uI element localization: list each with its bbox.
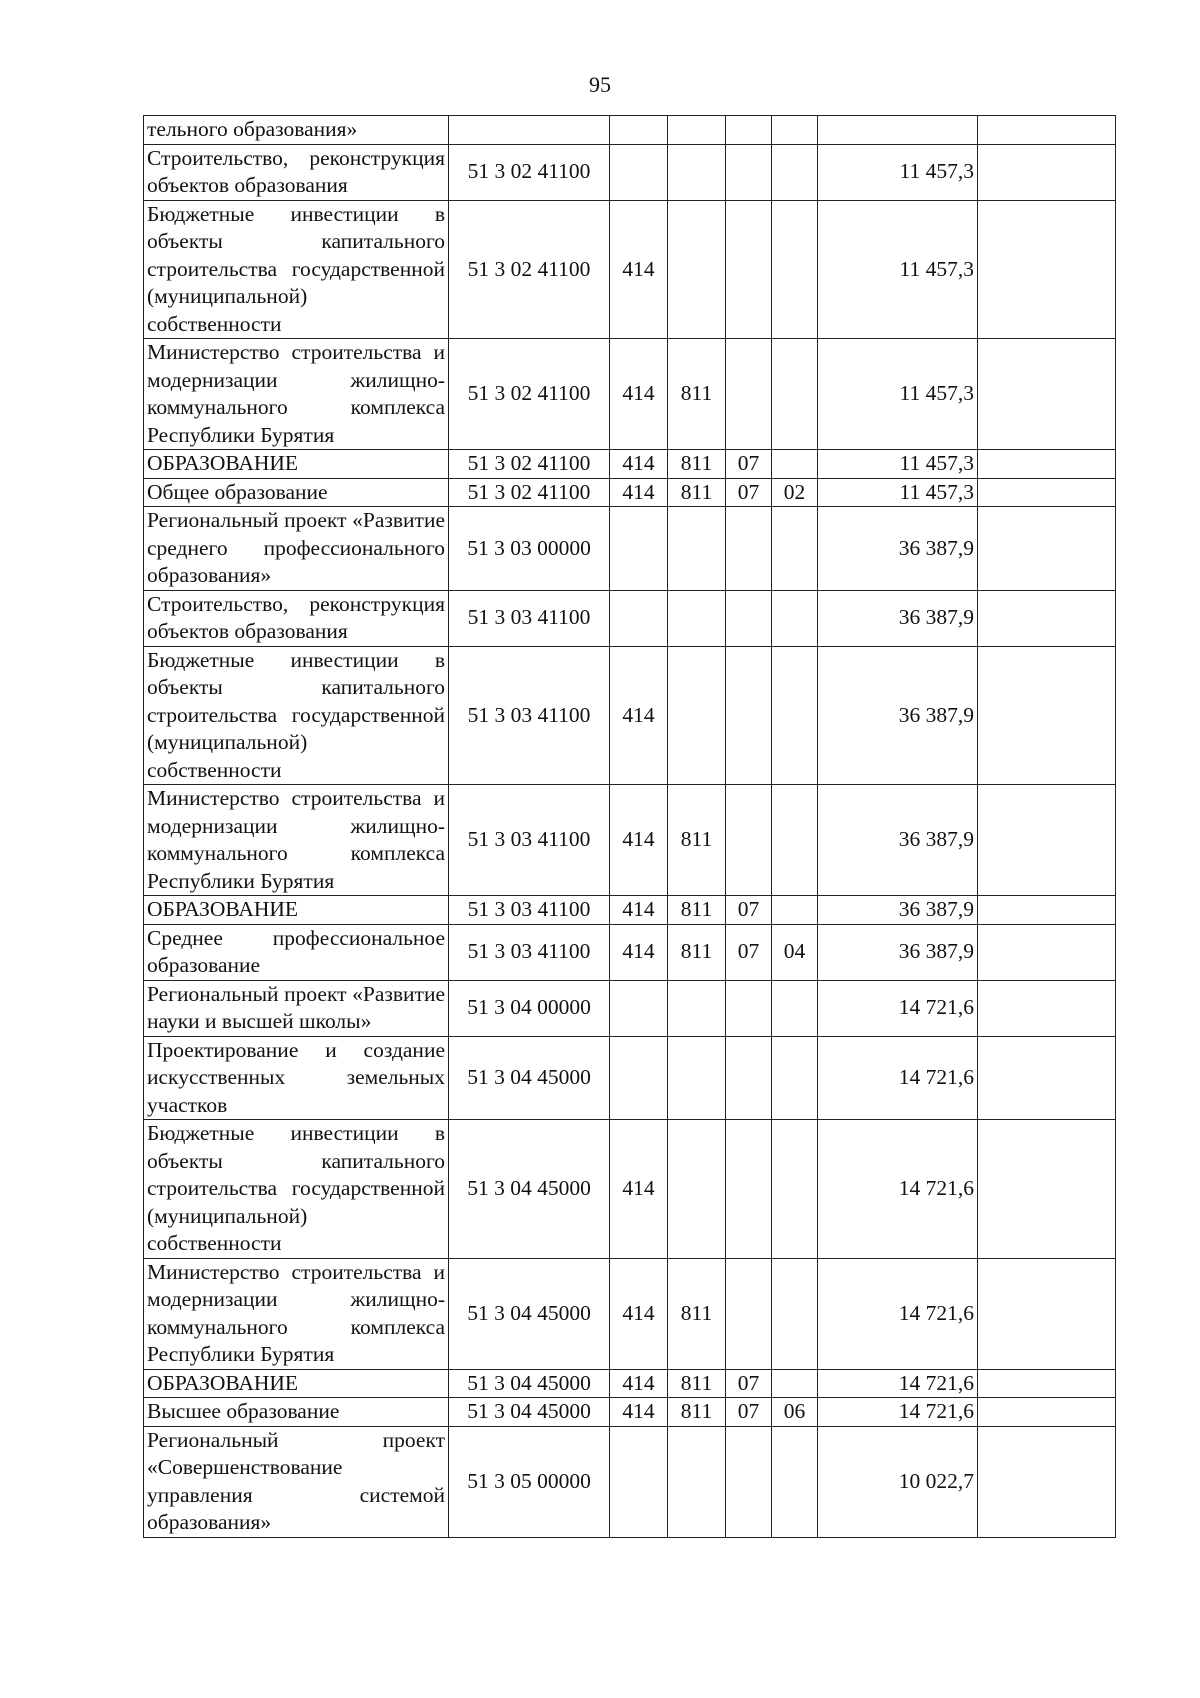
subsection-code-cell	[772, 200, 818, 339]
ministry-code-cell: 811	[668, 785, 726, 896]
target-code-cell: 51 3 03 00000	[449, 507, 610, 591]
target-code-cell: 51 3 02 41100	[449, 339, 610, 450]
amount-cell: 36 387,9	[818, 507, 978, 591]
subsection-code-cell: 02	[772, 478, 818, 507]
subsection-code-cell	[772, 590, 818, 646]
extra-cell	[978, 116, 1116, 145]
ministry-code-cell: 811	[668, 339, 726, 450]
section-code-cell	[726, 1120, 772, 1259]
extra-cell	[978, 980, 1116, 1036]
target-code-cell: 51 3 02 41100	[449, 450, 610, 479]
ministry-code-cell: 811	[668, 1398, 726, 1427]
budget-table	[143, 115, 1116, 1538]
row-name-cell: тельного образования»	[144, 116, 449, 145]
target-code-cell: 51 3 04 45000	[449, 1258, 610, 1369]
subsection-code-cell: 06	[772, 1398, 818, 1427]
section-code-cell	[726, 590, 772, 646]
extra-cell	[978, 144, 1116, 200]
table-row	[144, 1258, 1116, 1369]
row-name-cell: Проектирование и создание искусственных земельных участков	[144, 1036, 449, 1120]
row-name-cell: Региональный проект «Совершенствование управления системой образования»	[144, 1426, 449, 1537]
section-code-cell	[726, 980, 772, 1036]
page-number: 95	[589, 72, 611, 97]
table-row	[144, 1426, 1116, 1537]
extra-cell	[978, 924, 1116, 980]
row-name-cell: Региональный проект «Развитие среднего профессионального образования»	[144, 507, 449, 591]
section-code-cell	[726, 200, 772, 339]
subsection-code-cell: 04	[772, 924, 818, 980]
row-name-cell: ОБРАЗОВАНИЕ	[144, 1369, 449, 1398]
expense-type-cell: 414	[610, 785, 668, 896]
section-code-cell: 07	[726, 924, 772, 980]
extra-cell	[978, 1398, 1116, 1427]
target-code-cell: 51 3 04 45000	[449, 1398, 610, 1427]
expense-type-cell	[610, 590, 668, 646]
expense-type-cell	[610, 116, 668, 145]
target-code-cell: 51 3 04 00000	[449, 980, 610, 1036]
subsection-code-cell	[772, 1369, 818, 1398]
extra-cell	[978, 200, 1116, 339]
expense-type-cell: 414	[610, 478, 668, 507]
section-code-cell	[726, 116, 772, 145]
table-row	[144, 785, 1116, 896]
extra-cell	[978, 478, 1116, 507]
section-code-cell: 07	[726, 478, 772, 507]
subsection-code-cell	[772, 896, 818, 925]
amount-cell: 14 721,6	[818, 1120, 978, 1259]
ministry-code-cell: 811	[668, 1369, 726, 1398]
table-body	[144, 116, 1116, 1538]
section-code-cell	[726, 646, 772, 785]
expense-type-cell: 414	[610, 200, 668, 339]
subsection-code-cell	[772, 116, 818, 145]
row-name-cell: Бюджетные инвестиции в объекты капитального строительства государственной (муниципальной) собственности	[144, 1120, 449, 1259]
amount-cell: 11 457,3	[818, 478, 978, 507]
ministry-code-cell	[668, 200, 726, 339]
ministry-code-cell: 811	[668, 478, 726, 507]
ministry-code-cell	[668, 590, 726, 646]
row-name-cell: ОБРАЗОВАНИЕ	[144, 896, 449, 925]
amount-cell: 11 457,3	[818, 450, 978, 479]
extra-cell	[978, 1258, 1116, 1369]
expense-type-cell: 414	[610, 339, 668, 450]
section-code-cell: 07	[726, 1369, 772, 1398]
expense-type-cell: 414	[610, 1120, 668, 1259]
target-code-cell	[449, 116, 610, 145]
expense-type-cell	[610, 1036, 668, 1120]
extra-cell	[978, 450, 1116, 479]
amount-cell: 11 457,3	[818, 200, 978, 339]
row-name-cell: Региональный проект «Развитие науки и высшей школы»	[144, 980, 449, 1036]
row-name-cell: Общее образование	[144, 478, 449, 507]
subsection-code-cell	[772, 785, 818, 896]
amount-cell	[818, 116, 978, 145]
table-row	[144, 116, 1116, 145]
expense-type-cell	[610, 507, 668, 591]
extra-cell	[978, 1120, 1116, 1259]
table-row	[144, 1369, 1116, 1398]
subsection-code-cell	[772, 1036, 818, 1120]
target-code-cell: 51 3 03 41100	[449, 590, 610, 646]
amount-cell: 14 721,6	[818, 1369, 978, 1398]
table-row	[144, 507, 1116, 591]
amount-cell: 36 387,9	[818, 924, 978, 980]
target-code-cell: 51 3 02 41100	[449, 478, 610, 507]
ministry-code-cell: 811	[668, 896, 726, 925]
subsection-code-cell	[772, 144, 818, 200]
table-row	[144, 980, 1116, 1036]
ministry-code-cell	[668, 507, 726, 591]
expense-type-cell: 414	[610, 924, 668, 980]
table-row	[144, 339, 1116, 450]
section-code-cell	[726, 144, 772, 200]
amount-cell: 11 457,3	[818, 339, 978, 450]
extra-cell	[978, 1426, 1116, 1537]
target-code-cell: 51 3 03 41100	[449, 896, 610, 925]
row-name-cell: Бюджетные инвестиции в объекты капитального строительства государственной (муниципальной) собственности	[144, 646, 449, 785]
subsection-code-cell	[772, 980, 818, 1036]
table-row	[144, 590, 1116, 646]
amount-cell: 36 387,9	[818, 590, 978, 646]
extra-cell	[978, 785, 1116, 896]
amount-cell: 36 387,9	[818, 646, 978, 785]
section-code-cell	[726, 785, 772, 896]
section-code-cell: 07	[726, 896, 772, 925]
expense-type-cell	[610, 1426, 668, 1537]
table-row	[144, 1036, 1116, 1120]
amount-cell: 36 387,9	[818, 785, 978, 896]
section-code-cell	[726, 339, 772, 450]
target-code-cell: 51 3 04 45000	[449, 1120, 610, 1259]
section-code-cell	[726, 1426, 772, 1537]
extra-cell	[978, 507, 1116, 591]
target-code-cell: 51 3 03 41100	[449, 924, 610, 980]
amount-cell: 36 387,9	[818, 896, 978, 925]
table-row	[144, 646, 1116, 785]
amount-cell: 10 022,7	[818, 1426, 978, 1537]
subsection-code-cell	[772, 646, 818, 785]
amount-cell: 14 721,6	[818, 1398, 978, 1427]
table-row	[144, 924, 1116, 980]
table-row	[144, 450, 1116, 479]
target-code-cell: 51 3 04 45000	[449, 1036, 610, 1120]
amount-cell: 11 457,3	[818, 144, 978, 200]
expense-type-cell: 414	[610, 896, 668, 925]
row-name-cell: ОБРАЗОВАНИЕ	[144, 450, 449, 479]
ministry-code-cell	[668, 1036, 726, 1120]
subsection-code-cell	[772, 1120, 818, 1259]
ministry-code-cell	[668, 144, 726, 200]
target-code-cell: 51 3 02 41100	[449, 144, 610, 200]
expense-type-cell	[610, 144, 668, 200]
row-name-cell: Высшее образование	[144, 1398, 449, 1427]
section-code-cell	[726, 1036, 772, 1120]
target-code-cell: 51 3 03 41100	[449, 785, 610, 896]
ministry-code-cell	[668, 1426, 726, 1537]
row-name-cell: Строительство, реконструкция объектов образования	[144, 144, 449, 200]
section-code-cell	[726, 1258, 772, 1369]
extra-cell	[978, 896, 1116, 925]
expense-type-cell: 414	[610, 1369, 668, 1398]
extra-cell	[978, 339, 1116, 450]
subsection-code-cell	[772, 1426, 818, 1537]
table-row	[144, 200, 1116, 339]
ministry-code-cell: 811	[668, 450, 726, 479]
extra-cell	[978, 1369, 1116, 1398]
table-row	[144, 478, 1116, 507]
table-row	[144, 1398, 1116, 1427]
row-name-cell: Министерство строительства и модернизации жилищно-коммунального комплекса Республики Бурятия	[144, 785, 449, 896]
table-row	[144, 896, 1116, 925]
target-code-cell: 51 3 04 45000	[449, 1369, 610, 1398]
row-name-cell: Строительство, реконструкция объектов образования	[144, 590, 449, 646]
expense-type-cell	[610, 980, 668, 1036]
target-code-cell: 51 3 02 41100	[449, 200, 610, 339]
expense-type-cell: 414	[610, 1258, 668, 1369]
extra-cell	[978, 590, 1116, 646]
subsection-code-cell	[772, 339, 818, 450]
target-code-cell: 51 3 03 41100	[449, 646, 610, 785]
ministry-code-cell: 811	[668, 1258, 726, 1369]
row-name-cell: Среднее профессиональное образование	[144, 924, 449, 980]
ministry-code-cell	[668, 1120, 726, 1259]
row-name-cell: Министерство строительства и модернизации жилищно-коммунального комплекса Республики Бурятия	[144, 1258, 449, 1369]
table-row	[144, 144, 1116, 200]
subsection-code-cell	[772, 1258, 818, 1369]
ministry-code-cell	[668, 980, 726, 1036]
ministry-code-cell	[668, 116, 726, 145]
subsection-code-cell	[772, 450, 818, 479]
expense-type-cell: 414	[610, 1398, 668, 1427]
amount-cell: 14 721,6	[818, 1036, 978, 1120]
amount-cell: 14 721,6	[818, 980, 978, 1036]
extra-cell	[978, 1036, 1116, 1120]
section-code-cell: 07	[726, 450, 772, 479]
row-name-cell: Бюджетные инвестиции в объекты капитального строительства государственной (муниципальной) собственности	[144, 200, 449, 339]
expense-type-cell: 414	[610, 646, 668, 785]
target-code-cell: 51 3 05 00000	[449, 1426, 610, 1537]
extra-cell	[978, 646, 1116, 785]
section-code-cell	[726, 507, 772, 591]
ministry-code-cell: 811	[668, 924, 726, 980]
table-row	[144, 1120, 1116, 1259]
row-name-cell: Министерство строительства и модернизации жилищно-коммунального комплекса Республики Бурятия	[144, 339, 449, 450]
ministry-code-cell	[668, 646, 726, 785]
subsection-code-cell	[772, 507, 818, 591]
amount-cell: 14 721,6	[818, 1258, 978, 1369]
expense-type-cell: 414	[610, 450, 668, 479]
section-code-cell: 07	[726, 1398, 772, 1427]
